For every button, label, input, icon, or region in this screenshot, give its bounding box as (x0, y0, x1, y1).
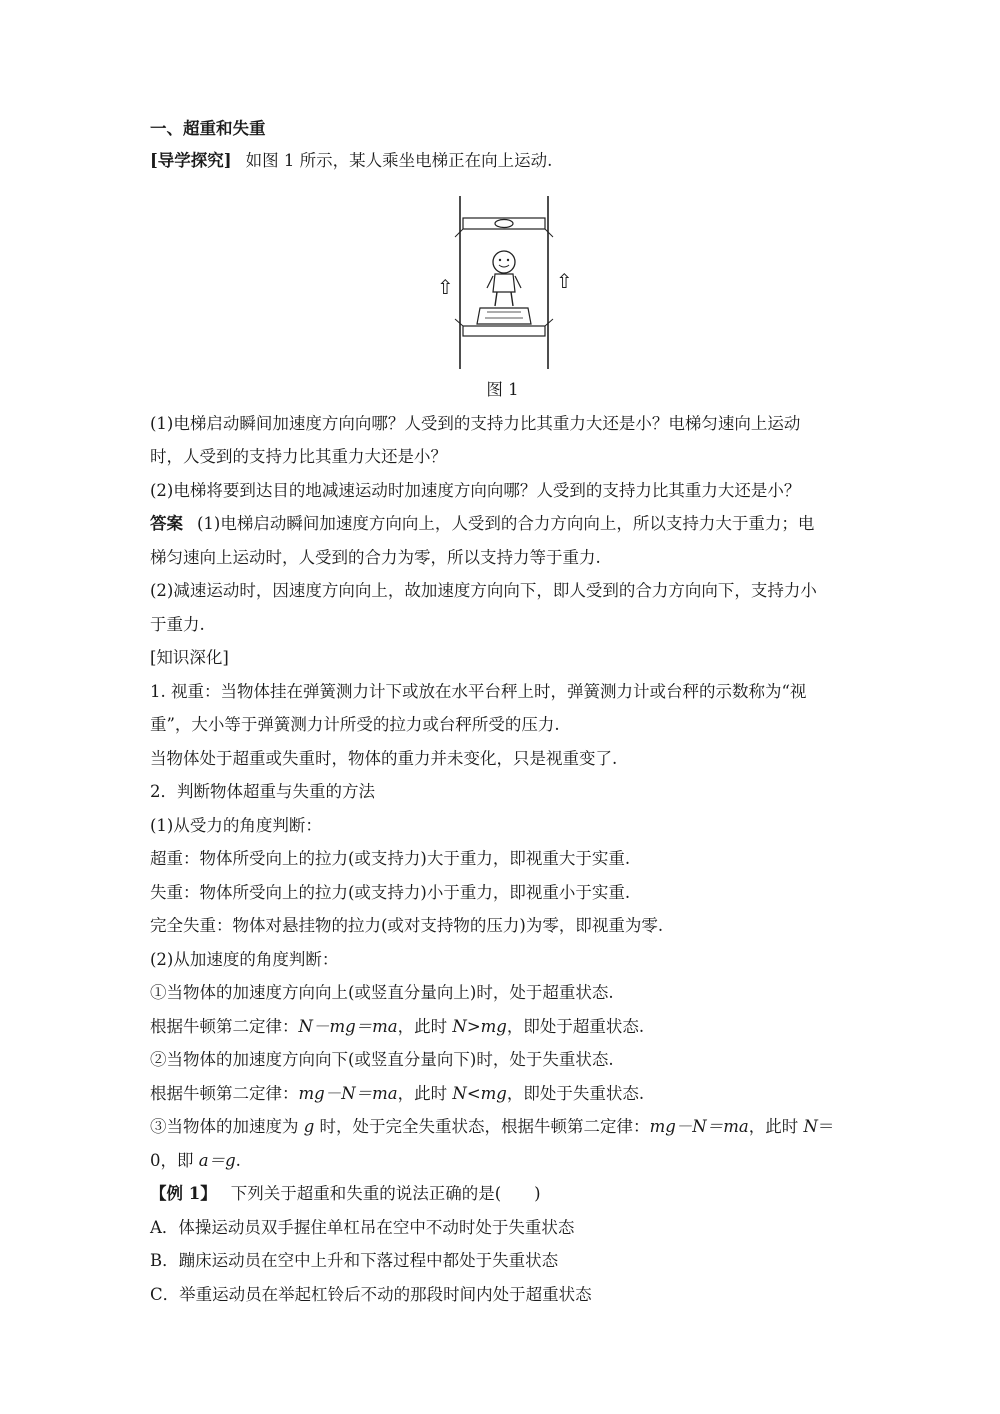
knowledge-p4: (1)从受力的角度判断： (150, 815, 322, 835)
ceiling-light (495, 219, 513, 227)
question-1-line-2: 时，人受到的支持力比其重力大还是小？ (150, 447, 447, 466)
answer-1-text: (1)电梯启动瞬间加速度方向向上，人受到的合力方向向上，所以支持力大于重力；电 (197, 514, 815, 533)
text-span: ，即处于超重状态. (506, 1016, 645, 1036)
knowledge-label: [知识深化] (150, 648, 229, 667)
answer-2-line-2: 于重力. (150, 614, 205, 634)
condition: N<mg (452, 1083, 507, 1103)
up-arrow-icon: ⇧ (437, 274, 454, 299)
question-1-line-1: (1)电梯启动瞬间加速度方向向哪？人受到的支持力比其重力大还是小？电梯匀速向上运动 (150, 413, 801, 433)
knowledge-p1-line-1: 1. 视重：当物体挂在弹簧测力计下或放在水平台秤上时，弹簧测力计或台秤的示数称为“视 (150, 681, 807, 701)
equation: mg－N＝ma (298, 1083, 398, 1103)
text-span: ③当物体的加速度为 (150, 1117, 304, 1136)
answer-1-line-1 (150, 513, 855, 535)
text-span: ＝ (817, 1117, 835, 1136)
document-content (150, 118, 855, 1317)
equation: a＝g (198, 1150, 236, 1170)
guide-paragraph (150, 150, 855, 172)
text-span: ，此时 (397, 1016, 453, 1036)
example-question: 下列关于超重和失重的说法正确的是( ) (230, 1184, 541, 1203)
answer-1-line-2: 梯匀速向上运动时，人受到的合力为零，所以支持力等于重力. (150, 547, 601, 567)
knowledge-p8: (2)从加速度的角度判断： (150, 949, 339, 969)
variable: N (803, 1117, 818, 1136)
figure-caption: 图 1 (486, 379, 519, 399)
text-span: . (235, 1150, 241, 1170)
answer-label: 答案 (150, 514, 183, 533)
text-span: ，即处于失重状态. (506, 1083, 645, 1103)
figure-elevator (150, 184, 855, 369)
answer-2-line-1: (2)减速运动时，因速度方向向上，故加速度方向向下，即人受到的合力方向向下，支持力小 (150, 581, 817, 600)
section-title: 一、超重和失重 (150, 119, 266, 138)
up-arrow-icon: ⇧ (556, 268, 573, 293)
knowledge-p2: 当物体处于超重或失重时，物体的重力并未变化，只是视重变了. (150, 748, 618, 768)
knowledge-p9: ①当物体的加速度方向向上(或竖直分量向上)时，处于超重状态. (150, 983, 614, 1002)
knowledge-p1-line-2: 重”，大小等于弹簧测力计所受的拉力或台秤所受的压力. (150, 715, 560, 734)
example-stem (150, 1183, 855, 1205)
option-c: C．举重运动员在举起杠铃后不动的那段时间内处于超重状态 (150, 1284, 592, 1304)
knowledge-p7: 完全失重：物体对悬挂物的拉力(或对支持物的压力)为零，即视重为零. (150, 916, 664, 935)
guide-text: 如图 1 所示，某人乘坐电梯正在向上运动. (245, 151, 553, 170)
scale (477, 308, 531, 324)
variable: g (303, 1117, 315, 1136)
guide-label: [导学探究] (150, 151, 232, 170)
text-span: 0，即 (150, 1150, 199, 1170)
person-head (493, 251, 515, 273)
knowledge-p11: ②当物体的加速度方向向下(或竖直分量向下)时，处于失重状态. (150, 1050, 614, 1069)
equation: N－mg＝ma (298, 1016, 398, 1036)
text-span: 根据牛顿第二定律： (150, 1083, 299, 1103)
knowledge-p10 (150, 1016, 855, 1038)
knowledge-p13 (150, 1116, 855, 1138)
knowledge-p14 (150, 1150, 855, 1172)
text-span: ，此时 (748, 1117, 804, 1136)
text-span: 时，处于完全失重状态，根据牛顿第二定律： (314, 1117, 650, 1136)
elevator-illustration (435, 184, 575, 369)
example-label: 【例 1】 (150, 1184, 217, 1203)
option-a: A．体操运动员双手握住单杠吊在空中不动时处于失重状态 (150, 1217, 575, 1237)
text-span: 根据牛顿第二定律： (150, 1016, 299, 1036)
knowledge-p6: 失重：物体所受向上的拉力(或支持力)小于重力，即视重小于实重. (150, 882, 631, 902)
question-2: (2)电梯将要到达目的地减速运动时加速度方向向哪？人受到的支持力比其重力大还是小？ (150, 480, 801, 500)
elevator-floor (463, 326, 545, 336)
condition: N>mg (452, 1016, 507, 1036)
person-body (493, 274, 515, 292)
knowledge-p5: 超重：物体所受向上的拉力(或支持力)大于重力，即视重大于实重. (150, 849, 631, 868)
equation: mg－N＝ma (649, 1117, 749, 1136)
knowledge-p12 (150, 1083, 855, 1105)
knowledge-p3: 2．判断物体超重与失重的方法 (150, 782, 375, 801)
text-span: ，此时 (397, 1083, 453, 1103)
option-b: B．蹦床运动员在空中上升和下落过程中都处于失重状态 (150, 1251, 559, 1270)
